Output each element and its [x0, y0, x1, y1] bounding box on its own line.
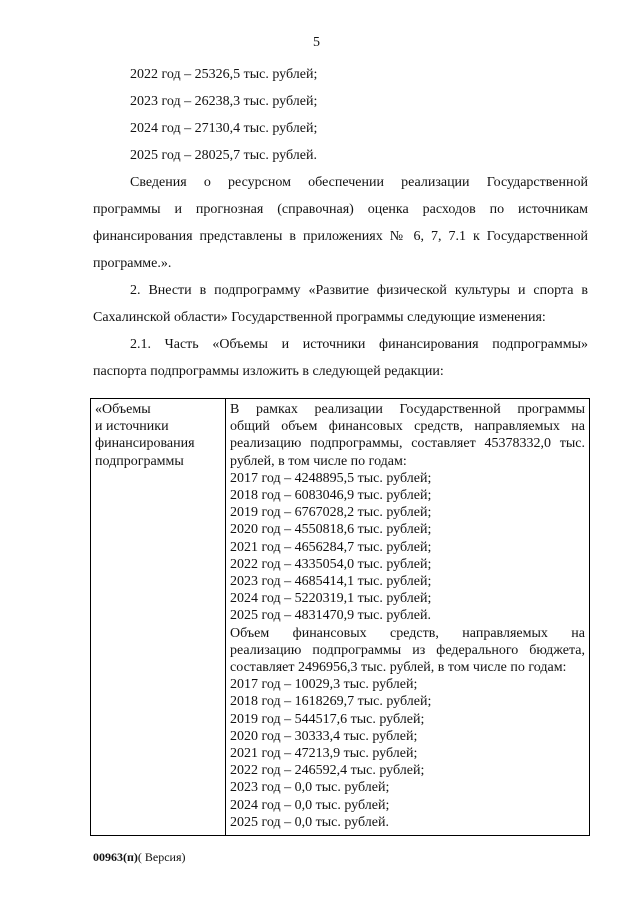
- total-year-line: 2023 год – 4685414,1 тыс. рублей;: [230, 574, 432, 590]
- paragraph2-line2: Сахалинской области» Государственной программы следующие изменения:: [93, 310, 546, 325]
- table-label-cell: [91, 399, 226, 836]
- table-row: [91, 399, 590, 836]
- label-line: и источники: [95, 419, 169, 435]
- federal-year-line: 2018 год – 1618269,7 тыс. рублей;: [230, 694, 432, 710]
- intro-line: реализацию подпрограммы, составляет 45378332,0 тыс.: [230, 436, 585, 452]
- paragraph1-line4: программе.».: [93, 256, 172, 271]
- total-year-line: 2024 год – 5220319,1 тыс. рублей;: [230, 591, 432, 607]
- paragraph3-line2: паспорта подпрограммы изложить в следующей редакции:: [93, 364, 444, 379]
- funding-line-2024: 2024 год – 27130,4 тыс. рублей;: [130, 121, 318, 136]
- funding-line-2023: 2023 год – 26238,3 тыс. рублей;: [130, 94, 318, 109]
- total-year-line: 2017 год – 4248895,5 тыс. рублей;: [230, 470, 432, 486]
- document-code: 00963(п): [93, 850, 138, 864]
- federal-year-line: 2023 год – 0,0 тыс. рублей;: [230, 780, 390, 796]
- total-year-line: 2025 год – 4831470,9 тыс. рублей.: [230, 608, 431, 624]
- federal-intro-line: реализацию подпрограммы из федерального бюджета,: [230, 642, 585, 658]
- paragraph2-line1: 2. Внести в подпрограмму «Развитие физической культуры и спорта в: [130, 283, 588, 298]
- federal-year-line: 2022 год – 246592,4 тыс. рублей;: [230, 763, 425, 779]
- intro-line: В рамках реализации Государственной программы: [230, 402, 585, 417]
- total-year-line: 2018 год – 6083046,9 тыс. рублей;: [230, 488, 432, 504]
- label-line: подпрограммы: [95, 453, 184, 469]
- document-version: ( Версия): [137, 850, 186, 864]
- federal-year-line: 2025 год – 0,0 тыс. рублей.: [230, 814, 389, 830]
- paragraph3-line1: 2.1. Часть «Объемы и источники финансирования подпрограммы»: [130, 337, 588, 352]
- table-value-cell: [226, 399, 590, 836]
- label-line: финансирования: [95, 436, 195, 452]
- funding-table: [90, 398, 590, 836]
- federal-year-line: 2020 год – 30333,4 тыс. рублей;: [230, 728, 418, 744]
- page-number: 5: [313, 35, 320, 50]
- funding-line-2025: 2025 год – 28025,7 тыс. рублей.: [130, 148, 317, 163]
- total-year-line: 2020 год – 4550818,6 тыс. рублей;: [230, 522, 432, 538]
- funding-line-2022: 2022 год – 25326,5 тыс. рублей;: [130, 67, 318, 82]
- total-year-line: 2022 год – 4335054,0 тыс. рублей;: [230, 556, 432, 572]
- intro-line: общий объем финансовых средств, направляемых на: [230, 419, 585, 435]
- federal-year-line: 2021 год – 47213,9 тыс. рублей;: [230, 746, 418, 762]
- paragraph1-line1: Сведения о ресурсном обеспечении реализации Государственной: [130, 175, 588, 190]
- federal-year-line: 2017 год – 10029,3 тыс. рублей;: [230, 677, 418, 693]
- intro-line: рублей, в том числе по годам:: [230, 453, 407, 469]
- total-year-line: 2019 год – 6767028,2 тыс. рублей;: [230, 505, 432, 521]
- total-year-line: 2021 год – 4656284,7 тыс. рублей;: [230, 539, 432, 555]
- federal-intro-line: составляет 2496956,3 тыс. рублей, в том числе по годам:: [230, 660, 567, 676]
- federal-year-line: 2024 год – 0,0 тыс. рублей;: [230, 797, 390, 813]
- federal-year-line: 2019 год – 544517,6 тыс. рублей;: [230, 711, 425, 727]
- label-line: «Объемы: [95, 402, 151, 417]
- federal-intro-line: Объем финансовых средств, направляемых на: [230, 625, 585, 641]
- paragraph1-line2: программы и прогнозная (справочная) оценка расходов по источникам: [93, 202, 588, 217]
- paragraph1-line3: финансирования представлены в приложениях № 6, 7, 7.1 к Государственной: [93, 229, 588, 244]
- document-footer: [93, 849, 186, 865]
